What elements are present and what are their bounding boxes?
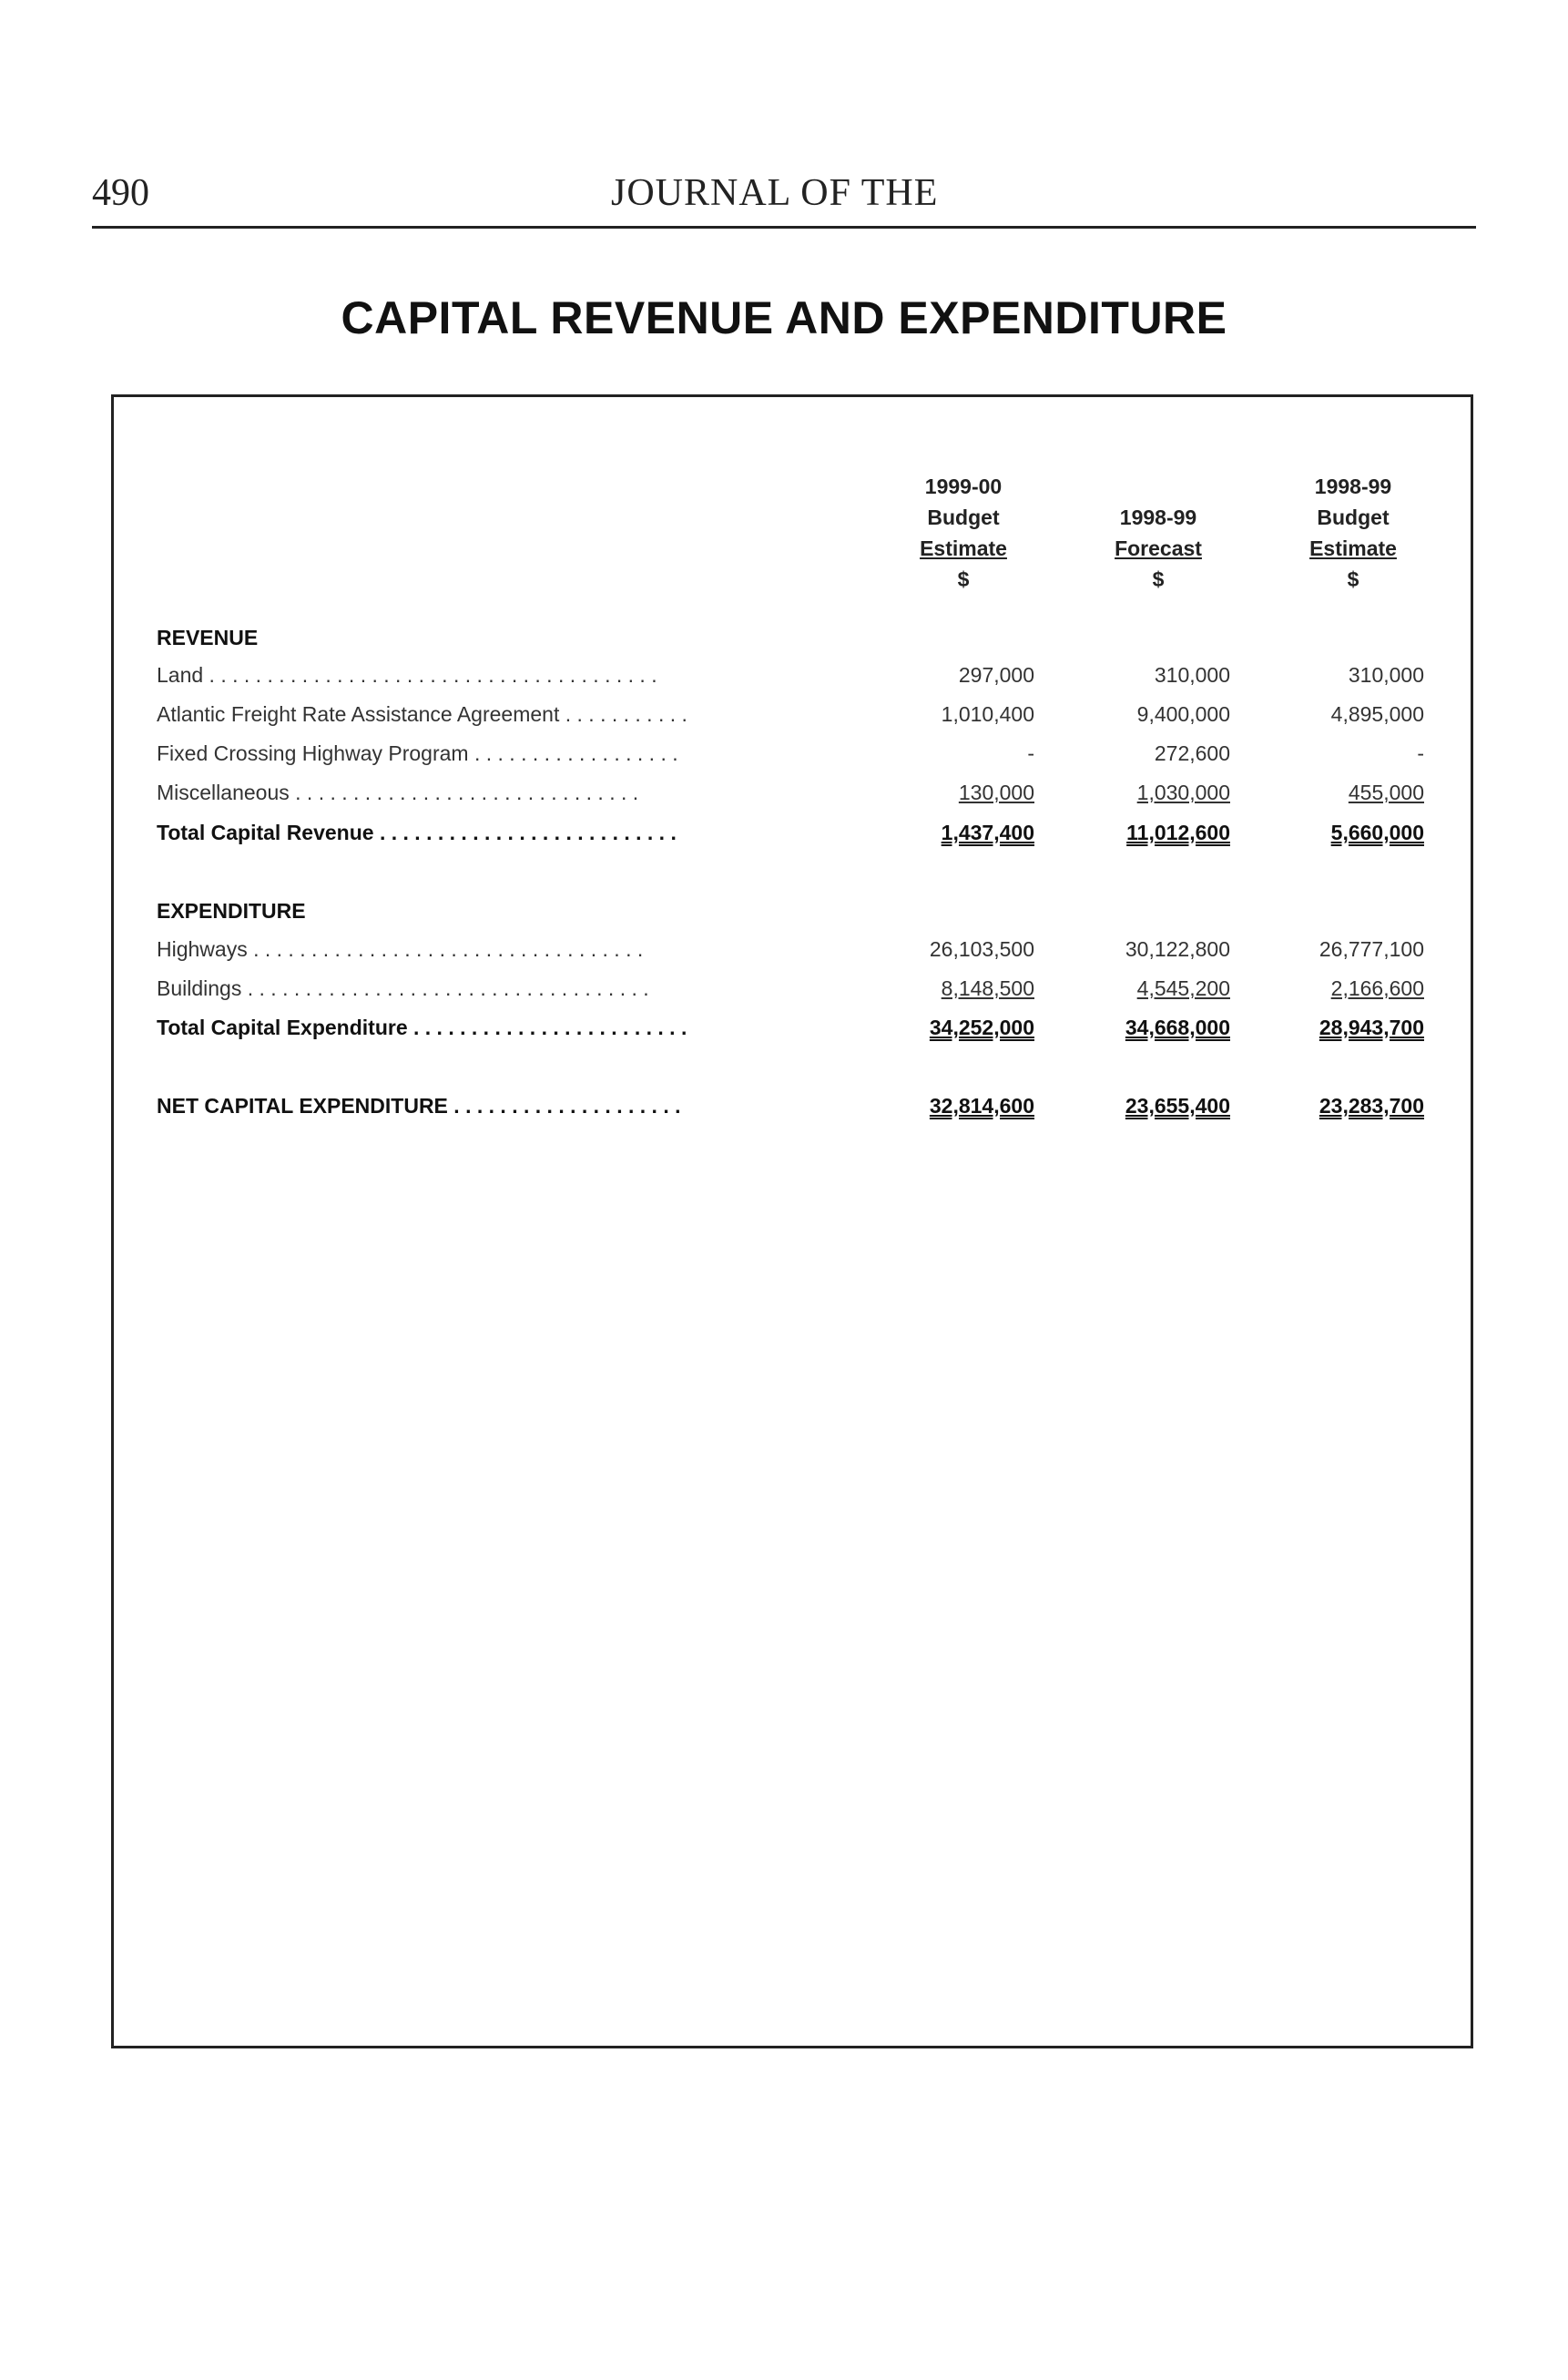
column-header-line1: 1999-00	[924, 475, 1003, 498]
cell-atlantic-1998-99-forecast: 9,400,000	[1136, 702, 1230, 726]
cell-net-1998-99-forecast: 23,655,400	[1125, 1094, 1230, 1118]
cell-net-1998-99-budget: 23,283,700	[1319, 1094, 1424, 1118]
cell-total-expenditure-1998-99-forecast: 34,668,000	[1125, 1016, 1230, 1039]
row-label-total-capital-revenue: Total Capital Revenue . . . . . . . . . . . . . . . . . . . . . . . . . .	[157, 821, 677, 844]
cell-land-1999-00: 297,000	[958, 663, 1034, 687]
page-header	[92, 171, 1476, 229]
row-label-buildings: Buildings . . . . . . . . . . . . . . . . . . . . . . . . . . . . . . . . . . .	[157, 976, 649, 1000]
cell-total-revenue-1998-99-budget: 5,660,000	[1330, 821, 1424, 844]
column-header-line2: Budget	[1317, 506, 1390, 529]
cell-buildings-1998-99-budget: 2,166,600	[1330, 976, 1424, 1000]
cell-atlantic-1999-00: 1,010,400	[941, 702, 1034, 726]
row-label-highways: Highways . . . . . . . . . . . . . . . . . . . . . . . . . . . . . . . . . .	[157, 937, 644, 961]
column-header-unit: $	[957, 567, 970, 591]
row-label-fixed-crossing: Fixed Crossing Highway Program . . . . . . . . . . . . . . . . . .	[157, 741, 678, 765]
cell-total-revenue-1998-99-forecast: 11,012,600	[1126, 821, 1230, 844]
column-header-line2: 1998-99	[1119, 506, 1197, 529]
cell-fixed-crossing-1998-99-forecast: 272,600	[1154, 741, 1230, 765]
column-header-line3: Estimate	[1309, 536, 1397, 560]
cell-total-revenue-1999-00: 1,437,400	[941, 821, 1034, 844]
row-label-miscellaneous: Miscellaneous . . . . . . . . . . . . . . . . . . . . . . . . . . . . . .	[157, 781, 639, 804]
cell-fixed-crossing-1998-99-budget: -	[1417, 741, 1424, 765]
column-header-unit: $	[1152, 567, 1165, 591]
cell-highways-1998-99-forecast: 30,122,800	[1125, 937, 1230, 961]
cell-misc-1998-99-budget: 455,000	[1348, 781, 1424, 804]
cell-land-1998-99-budget: 310,000	[1348, 663, 1424, 687]
cell-net-1999-00: 32,814,600	[929, 1094, 1034, 1118]
column-header-line3: Estimate	[920, 536, 1007, 560]
cell-atlantic-1998-99-budget: 4,895,000	[1330, 702, 1424, 726]
cell-buildings-1999-00: 8,148,500	[941, 976, 1034, 1000]
column-header-line3: Forecast	[1115, 536, 1202, 560]
column-header-line2: Budget	[927, 506, 1000, 529]
row-label-total-capital-expenditure: Total Capital Expenditure . . . . . . . . . . . . . . . . . . . . . . . .	[157, 1016, 687, 1039]
capital-table	[111, 394, 1473, 2048]
journal-title: JOURNAL OF THE	[611, 172, 939, 214]
cell-land-1998-99-forecast: 310,000	[1154, 663, 1230, 687]
cell-misc-1999-00: 130,000	[958, 781, 1034, 804]
page-title: CAPITAL REVENUE AND EXPENDITURE	[341, 292, 1227, 343]
expenditure-section-heading: EXPENDITURE	[157, 899, 306, 923]
cell-fixed-crossing-1999-00: -	[1027, 741, 1034, 765]
cell-misc-1998-99-forecast: 1,030,000	[1136, 781, 1230, 804]
row-label-net-capital-expenditure: NET CAPITAL EXPENDITURE . . . . . . . . . . . . . . . . . . . .	[157, 1094, 681, 1118]
row-label-atlantic-freight: Atlantic Freight Rate Assistance Agreement . . . . . . . . . . .	[157, 702, 687, 726]
row-label-land: Land . . . . . . . . . . . . . . . . . . . . . . . . . . . . . . . . . . . . . . .	[157, 663, 657, 687]
cell-highways-1998-99-budget: 26,777,100	[1319, 937, 1424, 961]
column-header-line1: 1998-99	[1314, 475, 1392, 498]
column-header-unit: $	[1347, 567, 1359, 591]
page-number: 490	[92, 172, 149, 214]
revenue-section-heading: REVENUE	[157, 626, 259, 649]
column-header-1998-99-budget	[1235, 471, 1471, 595]
cell-total-expenditure-1998-99-budget: 28,943,700	[1319, 1016, 1424, 1039]
cell-highways-1999-00: 26,103,500	[929, 937, 1034, 961]
cell-total-expenditure-1999-00: 34,252,000	[929, 1016, 1034, 1039]
cell-buildings-1998-99-forecast: 4,545,200	[1136, 976, 1230, 1000]
